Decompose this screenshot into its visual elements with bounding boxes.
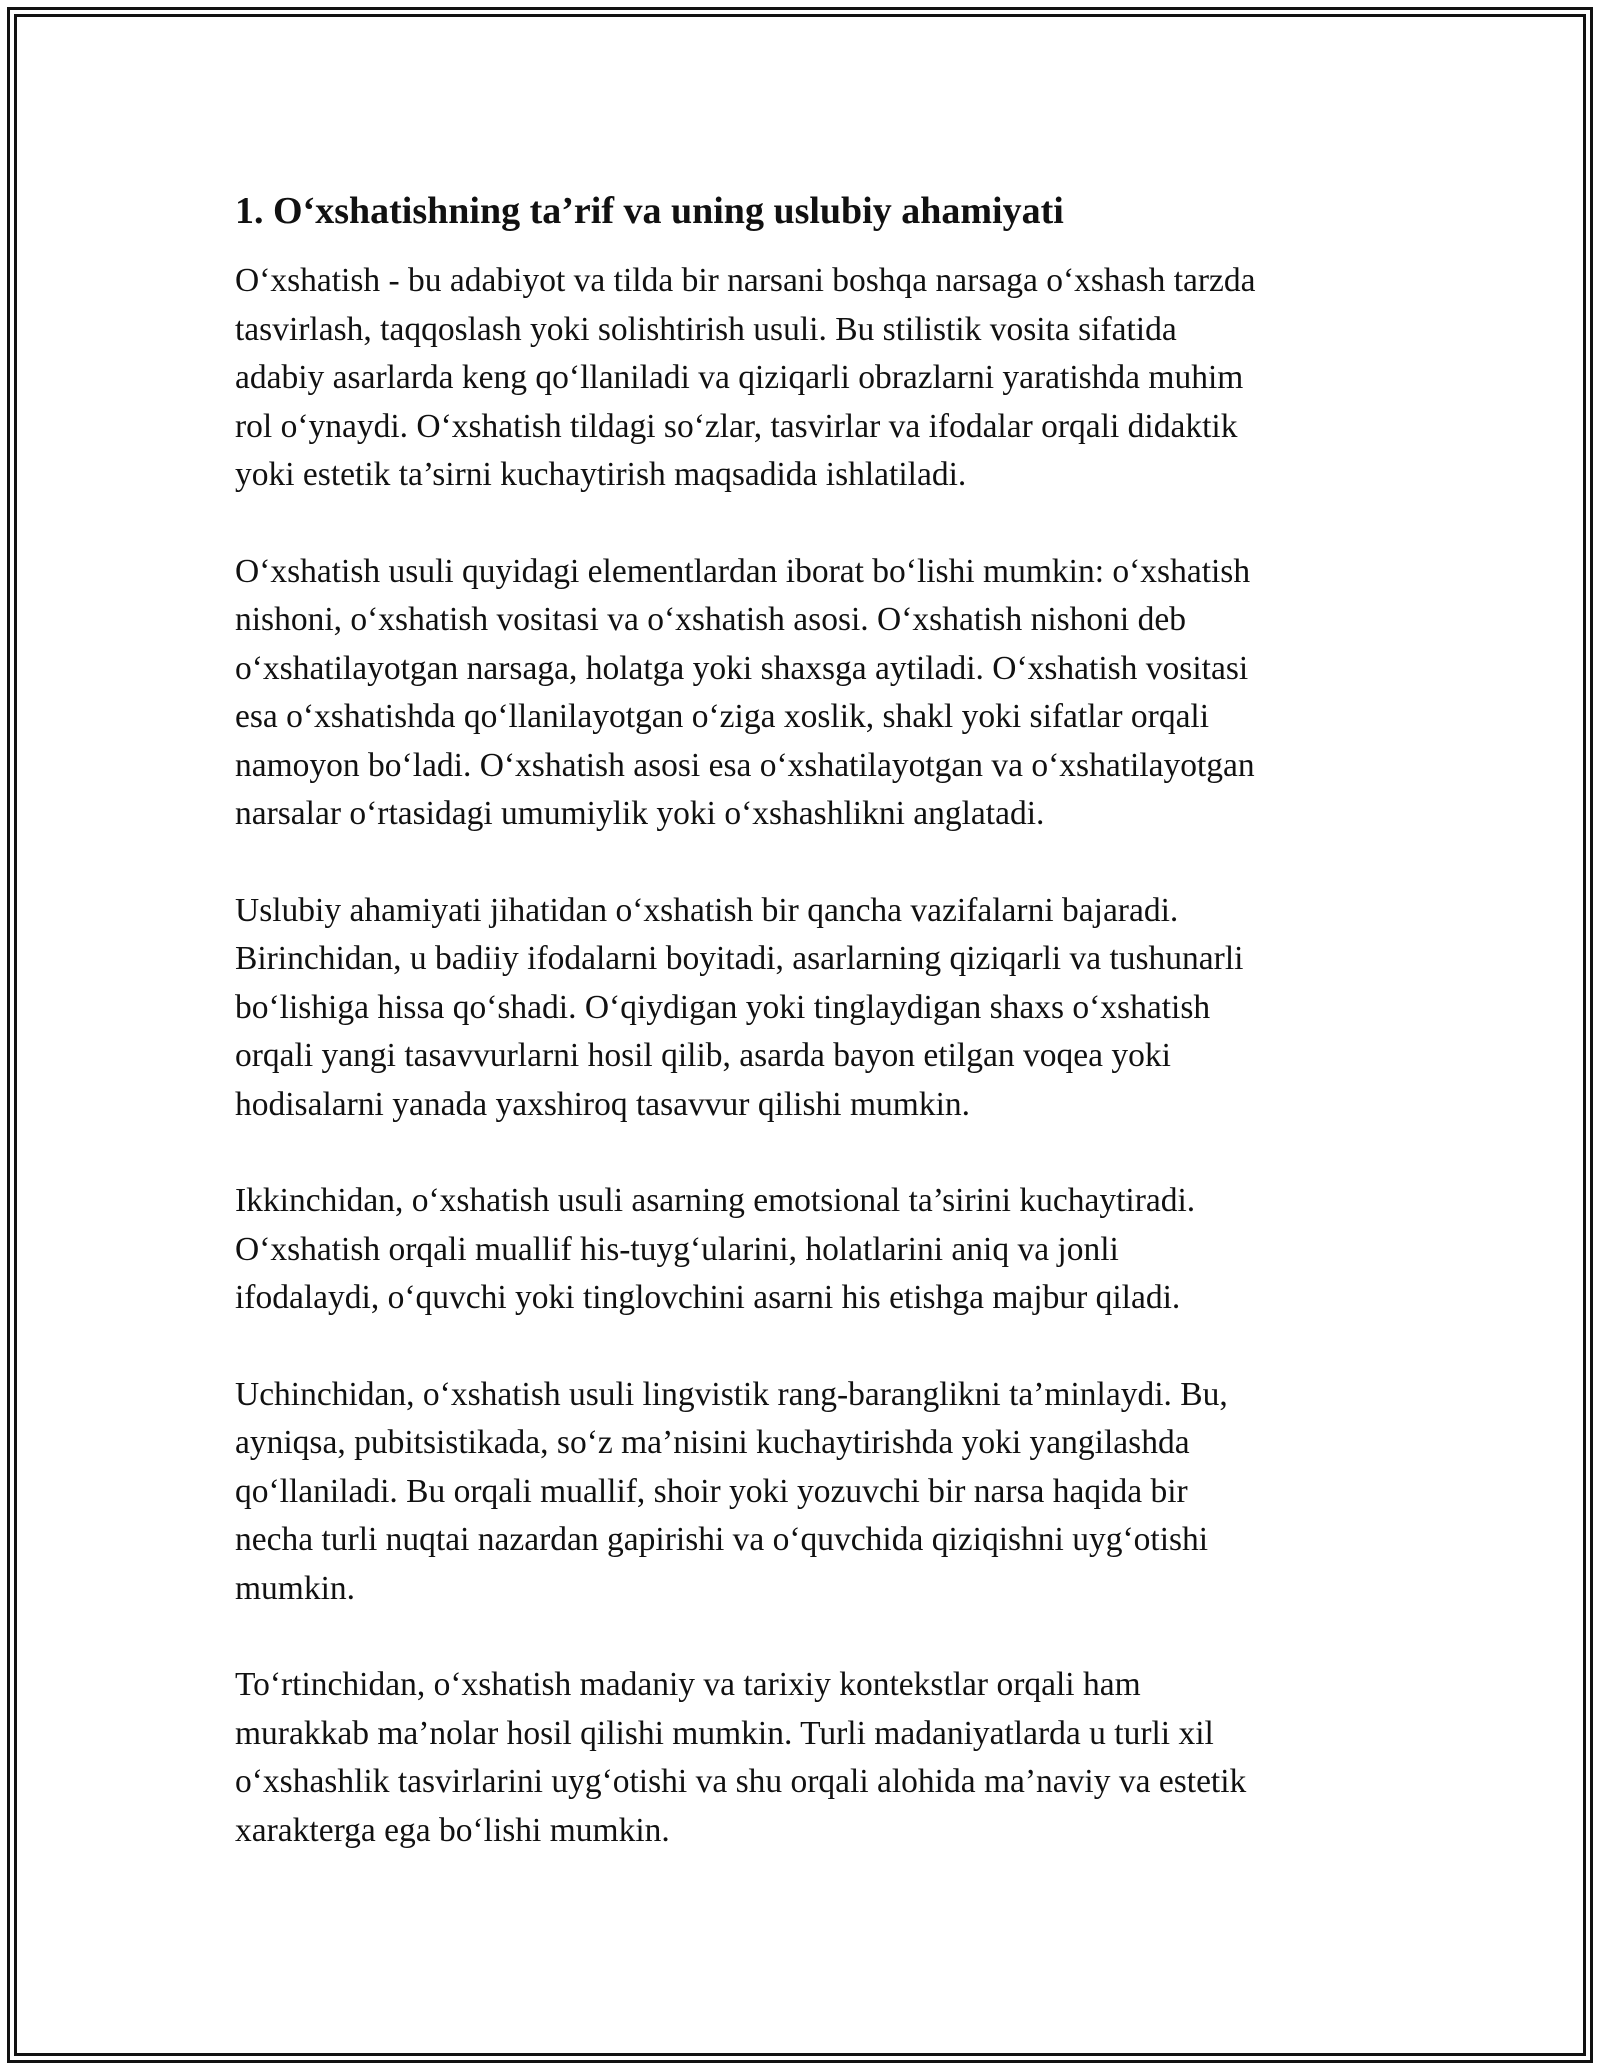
text-line: nishoni, o‘xshatish vositasi va o‘xshatish asosi. O‘xshatish nishoni deb bbox=[235, 601, 1186, 638]
paragraph-elements bbox=[235, 548, 1365, 839]
section-heading: 1. O‘xshatishning ta’rif va uning uslubiy ahamiyati bbox=[235, 190, 1064, 232]
text-line: adabiy asarlarda keng qo‘llaniladi va qiziqarli obrazlarni yaratishda muhim bbox=[235, 359, 1244, 396]
text-line: narsalar o‘rtasidagi umumiylik yoki o‘xshashlikni anglatadi. bbox=[235, 795, 1045, 832]
text-line: yoki estetik ta’sirni kuchaytirish maqsadida ishlatiladi. bbox=[235, 456, 967, 493]
text-line: ayniqsa, pubitsistikada, so‘z ma’nisini kuchaytirishda yoki yangilashda bbox=[235, 1424, 1190, 1461]
text-line: namoyon bo‘ladi. O‘xshatish asosi esa o‘xshatilayotgan va o‘xshatilayotgan bbox=[235, 746, 1255, 784]
text-line: murakkab ma’nolar hosil qilishi mumkin. Turli madaniyatlarda u turli xil bbox=[235, 1714, 1214, 1752]
text-line: To‘rtinchidan, o‘xshatish madaniy va tarixiy kontekstlar orqali ham bbox=[235, 1666, 1141, 1703]
paragraph-fourth-function bbox=[235, 1661, 1365, 1855]
text-line: o‘xshashlik tasvirlarini uyg‘otishi va shu orqali alohida ma’naviy va estetik bbox=[235, 1763, 1247, 1800]
paragraph-second-function bbox=[235, 1177, 1365, 1323]
text-line: Birinchidan, u badiiy ifodalarni boyitadi, asarlarning qiziqarli va tushunarli bbox=[235, 940, 1244, 977]
text-line: o‘xshatilayotgan narsaga, holatga yoki shaxsga aytiladi. O‘xshatish vositasi bbox=[235, 649, 1249, 687]
text-line: esa o‘xshatishda qo‘llanilayotgan o‘ziga xoslik, shakl yoki sifatlar orqali bbox=[235, 698, 1210, 735]
text-line: hodisalarni yanada yaxshiroq tasavvur qilishi mumkin. bbox=[235, 1085, 971, 1123]
text-line: Ikkinchidan, o‘xshatish usuli asarning emotsional ta’sirini kuchaytiradi. bbox=[235, 1182, 1196, 1219]
text-line: O‘xshatish usuli quyidagi elementlardan iborat bo‘lishi mumkin: o‘xshatish bbox=[235, 552, 1251, 590]
text-line: mumkin. bbox=[235, 1569, 356, 1607]
text-line: ifodalaydi, o‘quvchi yoki tinglovchini asarni his etishga majbur qiladi. bbox=[235, 1279, 1181, 1316]
text-line: O‘xshatish - bu adabiyot va tilda bir narsani boshqa narsaga o‘xshash tarzda bbox=[235, 262, 1256, 299]
document-page bbox=[235, 185, 1365, 1903]
text-line: rol o‘ynaydi. O‘xshatish tildagi so‘zlar, tasvirlar va ifodalar orqali didaktik bbox=[235, 407, 1238, 445]
text-line: Uchinchidan, o‘xshatish usuli lingvistik rang-baranglikni ta’minlaydi. Bu, bbox=[235, 1375, 1228, 1413]
text-line: qo‘llaniladi. Bu orqali muallif, shoir yoki yozuvchi bir narsa haqida bir bbox=[235, 1472, 1188, 1510]
text-line: orqali yangi tasavvurlarni hosil qilib, asarda bayon etilgan voqea yoki bbox=[235, 1037, 1171, 1074]
text-line: xarakterga ega bo‘lishi mumkin. bbox=[235, 1811, 670, 1849]
paragraph-definition bbox=[235, 257, 1365, 500]
text-line: Uslubiy ahamiyati jihatidan o‘xshatish bir qancha vazifalarni bajaradi. bbox=[235, 891, 1179, 929]
text-line: necha turli nuqtai nazardan gapirishi va o‘quvchida qiziqishni uyg‘otishi bbox=[235, 1521, 1209, 1558]
paragraph-first-function bbox=[235, 887, 1365, 1130]
text-line: tasvirlash, taqqoslash yoki solishtirish usuli. Bu stilistik vosita sifatida bbox=[235, 310, 1177, 348]
text-line: O‘xshatish orqali muallif his-tuyg‘ularini, holatlarini aniq va jonli bbox=[235, 1230, 1119, 1268]
text-line: bo‘lishiga hissa qo‘shadi. O‘qiydigan yoki tinglaydigan shaxs o‘xshatish bbox=[235, 988, 1211, 1026]
paragraph-third-function bbox=[235, 1371, 1365, 1614]
